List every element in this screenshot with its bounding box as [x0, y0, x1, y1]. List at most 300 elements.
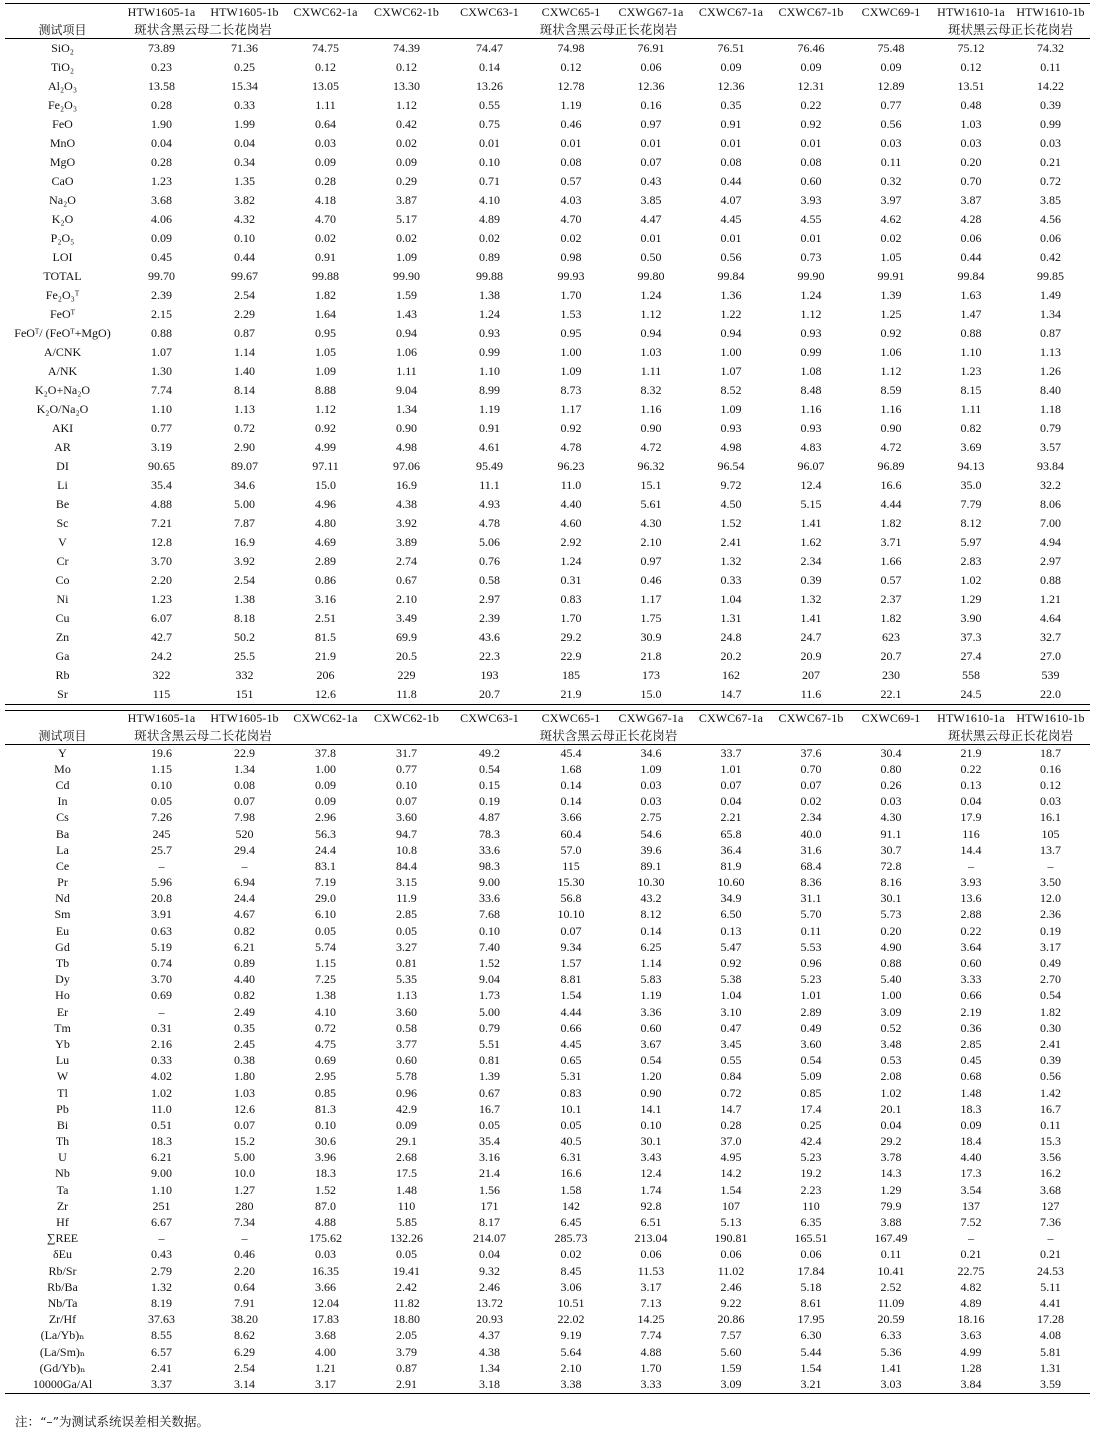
- table-cell: 0.01: [720, 231, 742, 245]
- table-cell: 0.07: [720, 777, 742, 792]
- table-cell: 74.32: [1037, 41, 1064, 55]
- table-cell: 4.56: [1040, 212, 1061, 226]
- table-cell: 1.42: [1040, 1085, 1061, 1100]
- table-cell: 99.84: [717, 269, 745, 283]
- table-cell: 0.60: [396, 1053, 417, 1068]
- sample-id-header: HTW1605-1b: [203, 711, 286, 727]
- table-cell: 96.23: [557, 459, 585, 473]
- table-cell: 0.69: [151, 988, 172, 1003]
- table-cell: 5.83: [640, 972, 662, 987]
- table-cell: 0.88: [960, 326, 982, 340]
- table-cell: 1.23: [151, 174, 172, 188]
- table-cell: 75.48: [877, 41, 905, 55]
- table-cell: 0.89: [234, 956, 255, 971]
- table-row: [5, 1101, 1090, 1117]
- table-row: [5, 1328, 1090, 1344]
- table-cell: 1.73: [479, 988, 500, 1003]
- table-cell: 5.53: [800, 939, 822, 954]
- table-cell: 2.34: [800, 810, 822, 825]
- table-cell: 2.89: [800, 1004, 822, 1019]
- sample-header-row: [5, 4, 1090, 21]
- table-cell: 8.59: [880, 383, 902, 397]
- table-cell: 99.90: [393, 269, 420, 283]
- table-cell: 2.83: [960, 554, 982, 568]
- table-cell: 0.02: [560, 1247, 582, 1262]
- table-cell: 3.57: [1040, 440, 1061, 454]
- table-cell: 0.02: [800, 794, 822, 809]
- table-cell: –: [1047, 858, 1054, 873]
- table-cell: 0.44: [960, 250, 982, 264]
- table-cell: 4.44: [560, 1004, 582, 1019]
- table-row: [5, 666, 1090, 685]
- table-cell: 0.08: [560, 155, 582, 169]
- table-cell: 37.63: [148, 1312, 175, 1327]
- table-cell: 0.05: [479, 1117, 500, 1132]
- table-row: [5, 842, 1090, 858]
- table-cell: 0.20: [880, 923, 902, 938]
- table-cell: 2.85: [396, 907, 417, 922]
- table-cell: 0.06: [640, 60, 662, 74]
- table-cell: 33.6: [479, 842, 500, 857]
- table-cell: 5.17: [396, 212, 417, 226]
- table-cell: 1.11: [960, 402, 982, 416]
- table-cell: 0.09: [315, 794, 336, 809]
- table-row: [5, 191, 1090, 210]
- table-cell: 3.79: [396, 1344, 417, 1359]
- table-cell: –: [158, 858, 165, 873]
- rock-group-header: 斑状黑云母正长花岗岩: [931, 726, 1090, 745]
- table-cell: 5.00: [234, 497, 255, 511]
- table-cell: 0.20: [960, 155, 982, 169]
- table-cell: 1.48: [960, 1085, 982, 1100]
- table-cell: 76.91: [637, 41, 665, 55]
- table-cell: 0.77: [880, 98, 902, 112]
- table-cell: 0.43: [151, 1247, 172, 1262]
- table-cell: 2.46: [720, 1279, 742, 1294]
- table-cell: 0.56: [720, 250, 742, 264]
- table-cell: 0.23: [151, 60, 172, 74]
- table-cell: 10.1: [560, 1101, 582, 1116]
- table-row: [5, 988, 1090, 1004]
- table-row: [5, 400, 1090, 419]
- table-cell: 34.6: [640, 745, 662, 760]
- table-cell: 5.23: [800, 972, 822, 987]
- table-cell: 5.00: [234, 1150, 255, 1165]
- table-row: [5, 286, 1090, 305]
- table-cell: 25.5: [234, 649, 255, 663]
- table-cell: 0.55: [720, 1053, 742, 1068]
- table-cell: 5.19: [151, 939, 172, 954]
- table-cell: 0.10: [479, 155, 500, 169]
- table-cell: 4.55: [800, 212, 822, 226]
- table-cell: 15.3: [1040, 1134, 1061, 1149]
- table-cell: 0.05: [315, 923, 336, 938]
- table-cell: 12.0: [1040, 891, 1061, 906]
- table-cell: 0.09: [880, 60, 902, 74]
- table-cell: 68.4: [800, 858, 822, 873]
- table-row: [5, 381, 1090, 400]
- table-cell: 1.11: [640, 364, 662, 378]
- table-cell: 6.57: [151, 1344, 172, 1359]
- table-footnote: 注：“–”为测试系统误差相关数据。: [15, 1414, 210, 1429]
- table-cell: 30.1: [880, 891, 902, 906]
- table-cell: 1.21: [315, 1360, 336, 1375]
- table-cell: 0.11: [880, 155, 902, 169]
- table-cell: 1.34: [234, 761, 255, 776]
- table-row: [5, 1279, 1090, 1295]
- table-cell: 0.56: [1040, 1069, 1061, 1084]
- table-cell: 207: [802, 668, 820, 682]
- table-cell: 4.96: [315, 497, 336, 511]
- table-cell: 89.1: [640, 858, 662, 873]
- table-cell: 0.73: [800, 250, 822, 264]
- table-cell: 1.38: [315, 988, 336, 1003]
- table-cell: 1.24: [800, 288, 822, 302]
- table-cell: 0.11: [880, 1247, 902, 1262]
- table-cell: 2.95: [315, 1069, 336, 1084]
- row-label: AR: [54, 440, 71, 454]
- row-label: δEu: [53, 1247, 72, 1262]
- table-cell: 4.30: [880, 810, 902, 825]
- sample-id-header: CXWG67-1a: [611, 711, 691, 727]
- table-cell: 8.48: [800, 383, 822, 397]
- table-cell: 1.36: [720, 288, 742, 302]
- table-cell: 8.15: [960, 383, 982, 397]
- table-cell: 14.1: [640, 1101, 662, 1116]
- table-cell: 0.12: [1040, 777, 1061, 792]
- table-row: [5, 1182, 1090, 1198]
- table-cell: 1.54: [560, 988, 582, 1003]
- table-cell: 623: [882, 630, 900, 644]
- row-label: Nb/Ta: [47, 1295, 78, 1310]
- table-cell: 0.99: [479, 345, 500, 359]
- table-cell: 213.04: [634, 1231, 668, 1246]
- sample-id-header: CXWC67-1a: [691, 4, 771, 21]
- table-cell: 0.28: [720, 1117, 742, 1132]
- table-cell: 4.70: [315, 212, 336, 226]
- table-cell: 1.52: [720, 516, 742, 530]
- table-cell: 3.06: [560, 1279, 582, 1294]
- table-cell: 0.01: [800, 136, 822, 150]
- table-cell: 0.48: [960, 98, 982, 112]
- table-cell: 24.53: [1037, 1263, 1064, 1278]
- table-cell: 0.44: [234, 250, 255, 264]
- table-cell: 1.23: [151, 592, 172, 606]
- table-cell: 1.52: [315, 1182, 336, 1197]
- table-cell: 0.72: [1040, 174, 1061, 188]
- table-cell: 31.7: [396, 745, 417, 760]
- table-cell: 17.3: [960, 1166, 982, 1181]
- table-cell: 1.29: [960, 592, 982, 606]
- row-label: Rb: [55, 668, 70, 682]
- table-cell: 6.30: [800, 1328, 822, 1343]
- table-cell: 2.23: [800, 1182, 822, 1197]
- row-label: (La/Sm)ₙ: [39, 1344, 86, 1359]
- table-cell: 14.4: [960, 842, 982, 857]
- table-cell: 185: [562, 668, 580, 682]
- table-row: [5, 810, 1090, 826]
- table-cell: 0.71: [479, 174, 500, 188]
- table-cell: 0.38: [234, 1053, 255, 1068]
- table-cell: 14.7: [691, 685, 771, 705]
- table-cell: 18.3: [151, 1134, 172, 1149]
- row-label: P₂O₅: [50, 231, 75, 245]
- table-cell: 7.52: [960, 1215, 982, 1230]
- table-cell: 3.38: [531, 1376, 611, 1393]
- table-cell: 2.10: [560, 1360, 582, 1375]
- row-label: Th: [55, 1134, 70, 1149]
- table-cell: 4.90: [880, 939, 902, 954]
- table-cell: 11.0: [560, 478, 582, 492]
- table-cell: 74.75: [312, 41, 339, 55]
- row-label: Hf: [56, 1215, 69, 1230]
- table-cell: 56.3: [315, 826, 336, 841]
- sample-id-header: CXWC62-1b: [365, 4, 448, 21]
- table-cell: 1.63: [960, 288, 982, 302]
- table-row: [5, 1198, 1090, 1214]
- table-cell: 74.47: [476, 41, 503, 55]
- table-cell: 0.28: [151, 98, 172, 112]
- table-cell: 11.02: [717, 1263, 745, 1278]
- table-cell: 4.99: [315, 440, 336, 454]
- sample-id-header: CXWC69-1: [851, 4, 931, 21]
- table-cell: 0.87: [1040, 326, 1061, 340]
- table-cell: 1.68: [560, 761, 582, 776]
- table-cell: 2.20: [234, 1263, 255, 1278]
- table-cell: 7.36: [1040, 1215, 1061, 1230]
- table-cell: 7.13: [640, 1295, 662, 1310]
- table-cell: 2.85: [960, 1036, 982, 1051]
- table-cell: 4.07: [720, 193, 742, 207]
- table-cell: 0.10: [315, 1117, 336, 1132]
- table-cell: 2.70: [1040, 972, 1061, 987]
- table-cell: 0.12: [960, 60, 982, 74]
- table-cell: 24.4: [315, 842, 336, 857]
- table-cell: 2.52: [880, 1279, 902, 1294]
- table-cell: 115: [562, 858, 580, 873]
- table-cell: 5.11: [1040, 1279, 1061, 1294]
- table-cell: 0.22: [800, 98, 822, 112]
- table-cell: 3.56: [1040, 1150, 1061, 1165]
- table-cell: 1.20: [640, 1069, 662, 1084]
- table-cell: 8.14: [234, 383, 255, 397]
- sample-id-header: HTW1610-1b: [1011, 711, 1090, 727]
- table-cell: 1.70: [640, 1360, 662, 1375]
- sample-header-row: [5, 711, 1090, 727]
- row-label: Ce: [55, 858, 70, 873]
- table-cell: 0.21: [960, 1247, 982, 1262]
- table-cell: 1.29: [880, 1182, 902, 1197]
- sample-id-header: CXWC67-1a: [691, 711, 771, 727]
- table-cell: 7.98: [234, 810, 255, 825]
- table-cell: 1.32: [151, 1279, 172, 1294]
- table-cell: 1.19: [640, 988, 662, 1003]
- table-cell: 99.67: [231, 269, 258, 283]
- table-cell: 0.07: [234, 1117, 255, 1132]
- sample-id-header: CXWC69-1: [851, 711, 931, 727]
- table-cell: 1.54: [720, 1182, 742, 1197]
- table-cell: 1.28: [960, 1360, 982, 1375]
- table-cell: 1.01: [720, 761, 742, 776]
- table-cell: 14.22: [1037, 79, 1064, 93]
- table-cell: 4.67: [234, 907, 255, 922]
- table-cell: 0.19: [479, 794, 500, 809]
- table-cell: 0.88: [151, 326, 172, 340]
- table-cell: 3.36: [640, 1004, 662, 1019]
- row-label: K₂O+Na₂O: [34, 383, 91, 397]
- row-label: CaO: [51, 174, 74, 188]
- table-cell: 245: [152, 826, 171, 841]
- table-row: [5, 1166, 1090, 1182]
- table-cell: –: [1047, 1231, 1054, 1246]
- sample-id-header: CXWC65-1: [531, 4, 611, 21]
- table-cell: 3.84: [931, 1376, 1011, 1393]
- table-cell: 99.88: [312, 269, 339, 283]
- table-cell: 16.9: [396, 478, 417, 492]
- table-cell: 0.01: [560, 136, 582, 150]
- table-cell: 2.90: [234, 440, 255, 454]
- table-row: [5, 1247, 1090, 1263]
- table-cell: 0.08: [800, 155, 822, 169]
- table-row: [5, 826, 1090, 842]
- table-cell: 12.78: [557, 79, 585, 93]
- table-cell: 4.02: [151, 1069, 172, 1084]
- table-cell: 0.03: [960, 136, 982, 150]
- table-cell: 0.09: [315, 777, 336, 792]
- table-cell: 16.9: [234, 535, 255, 549]
- table-cell: 6.21: [151, 1150, 172, 1165]
- table-cell: 0.21: [1040, 1247, 1061, 1262]
- table-cell: 4.98: [720, 440, 742, 454]
- table-cell: 3.27: [396, 939, 417, 954]
- table-cell: 2.96: [315, 810, 336, 825]
- table-cell: 0.52: [880, 1020, 902, 1035]
- table-cell: 0.58: [479, 573, 500, 587]
- table-row: [5, 875, 1090, 891]
- table-cell: 0.09: [960, 1117, 982, 1132]
- table-cell: 32.2: [1040, 478, 1061, 492]
- rock-group-header: 斑状含黑云母二长花岗岩: [120, 20, 286, 39]
- table-cell: 3.68: [151, 193, 172, 207]
- table-cell: 1.82: [880, 516, 902, 530]
- row-label: Eu: [55, 923, 70, 938]
- table-cell: 5.61: [640, 497, 662, 511]
- table-cell: 0.45: [960, 1053, 982, 1068]
- table-cell: 7.87: [234, 516, 255, 530]
- table-cell: 0.97: [640, 554, 662, 568]
- table-row: [5, 476, 1090, 495]
- table-cell: 0.25: [234, 60, 255, 74]
- table-cell: 1.00: [315, 761, 336, 776]
- table-cell: 3.64: [960, 939, 982, 954]
- table-cell: 0.92: [720, 956, 742, 971]
- table-cell: 31.1: [800, 891, 822, 906]
- table-cell: 0.02: [479, 231, 500, 245]
- table-cell: 3.69: [960, 440, 982, 454]
- table-cell: 1.34: [479, 1360, 500, 1375]
- table-cell: 0.14: [479, 60, 500, 74]
- table-cell: 10.51: [557, 1295, 585, 1310]
- table-cell: 0.72: [315, 1020, 336, 1035]
- table-cell: 12.6: [234, 1101, 255, 1116]
- table-cell: 17.84: [797, 1263, 825, 1278]
- table-cell: 1.01: [800, 988, 822, 1003]
- table-cell: 110: [397, 1198, 416, 1213]
- table-cell: 0.93: [479, 326, 500, 340]
- table-cell: 8.52: [720, 383, 742, 397]
- table-cell: 0.45: [151, 250, 172, 264]
- table-cell: 4.88: [315, 1215, 336, 1230]
- table-cell: 4.10: [315, 1004, 336, 1019]
- table-cell: 18.7: [1040, 745, 1061, 760]
- table-cell: 5.40: [880, 972, 902, 987]
- table-cell: 0.07: [560, 923, 582, 938]
- table-cell: 1.05: [315, 345, 336, 359]
- table-cell: 6.94: [234, 875, 255, 890]
- row-label: FeOᵀ/ (FeOᵀ+MgO): [14, 326, 111, 340]
- table-cell: 93.84: [1037, 459, 1064, 473]
- table-cell: 0.90: [640, 1085, 662, 1100]
- table-cell: 22.0: [1011, 685, 1090, 705]
- table-cell: 35.0: [960, 478, 982, 492]
- table-cell: 20.7: [880, 649, 902, 663]
- row-label: In: [57, 794, 68, 809]
- table-cell: 43.2: [640, 891, 662, 906]
- table-cell: 18.4: [960, 1134, 982, 1149]
- table-cell: 2.15: [151, 307, 172, 321]
- table-cell: 12.31: [797, 79, 825, 93]
- table-cell: 229: [397, 668, 416, 682]
- row-label: Gd: [55, 939, 70, 954]
- table-cell: 0.09: [800, 60, 822, 74]
- table-cell: 175.62: [309, 1231, 342, 1246]
- table-cell: 3.14: [203, 1376, 286, 1393]
- table-cell: 0.42: [396, 117, 417, 131]
- table-cell: 17.28: [1037, 1312, 1064, 1327]
- table-cell: 1.24: [479, 307, 500, 321]
- table-row: [5, 571, 1090, 590]
- table-cell: 4.37: [479, 1328, 500, 1343]
- table-cell: 76.46: [797, 41, 825, 55]
- table-cell: 2.68: [396, 1150, 417, 1165]
- table-cell: 8.17: [479, 1215, 500, 1230]
- table-cell: 7.34: [234, 1215, 255, 1230]
- table-cell: 21.9: [315, 649, 336, 663]
- table-cell: 20.93: [476, 1312, 503, 1327]
- table-cell: 98.3: [479, 858, 500, 873]
- table-cell: 8.45: [560, 1263, 582, 1278]
- table-row: [5, 1020, 1090, 1036]
- table-cell: 2.74: [396, 554, 417, 568]
- table-cell: 4.82: [960, 1279, 982, 1294]
- table-cell: 0.10: [151, 777, 172, 792]
- table-cell: 5.74: [315, 939, 336, 954]
- table-cell: 0.33: [720, 573, 742, 587]
- table-row: [5, 1053, 1090, 1069]
- table-cell: 7.25: [315, 972, 336, 987]
- table-cell: 3.82: [234, 193, 255, 207]
- table-cell: 1.31: [1040, 1360, 1061, 1375]
- table-cell: 0.29: [396, 174, 417, 188]
- table-cell: 115: [120, 685, 203, 705]
- row-label: LOI: [52, 250, 73, 264]
- table-cell: 0.98: [560, 250, 582, 264]
- row-label: Li: [57, 478, 68, 492]
- table-cell: 2.75: [640, 810, 662, 825]
- table-cell: 65.8: [720, 826, 742, 841]
- table-cell: 8.32: [640, 383, 662, 397]
- data-table-1: [5, 3, 1090, 705]
